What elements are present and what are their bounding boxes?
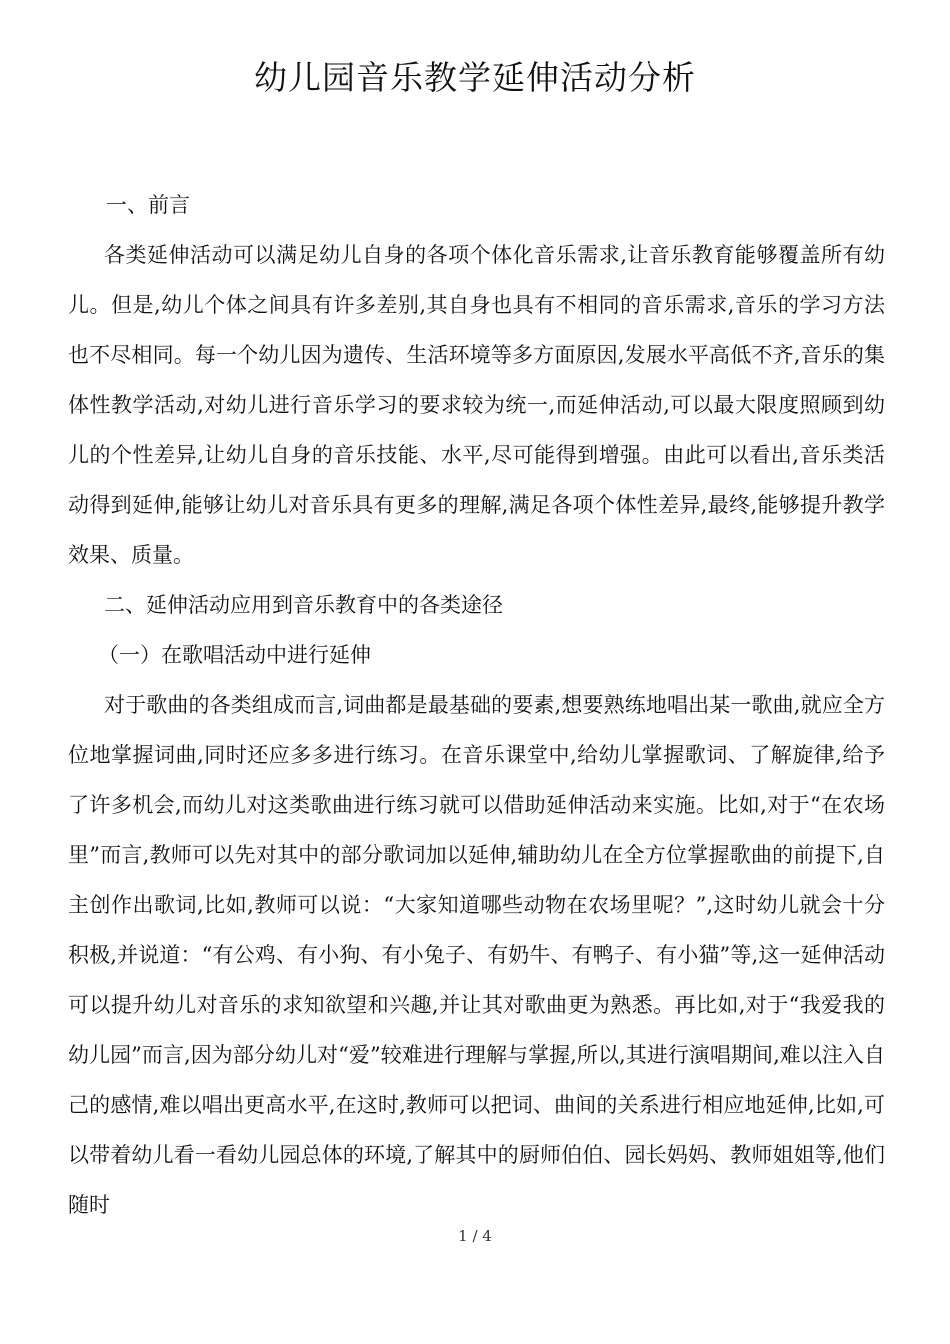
- document-body: [68, 180, 885, 1230]
- document-title: 幼儿园音乐教学延伸活动分析: [254, 58, 696, 97]
- section-heading-preface: 一、前言: [106, 193, 190, 217]
- page-number: 1 / 4: [458, 1227, 492, 1245]
- paragraph-preface: 各类延伸活动可以满足幼儿自身的各项个体化音乐需求,让音乐教育能够覆盖所有幼儿。但是,幼儿个体之间具有许多差别,其自身也具有不相同的音乐需求,音乐的学习方法也不尽相同。每一个幼儿因为遗传、生活环境等多方面原因,发展水平高低不齐,音乐的集体性教学活动,对幼儿进行音乐学习的要求较为统一,而延伸活动,可以最大限度照顾到幼儿的个性差异,让幼儿自身的音乐技能、水平,尽可能得到增强。由此可以看出,音乐类活动得到延伸,能够让幼儿对音乐具有更多的理解,满足各项个体性差异,最终,能够提升教学效果、质量。: [68, 243, 885, 567]
- section-heading-approaches: 二、延伸活动应用到音乐教育中的各类途径: [104, 593, 503, 617]
- subsection-heading-singing: （一）在歌唱活动中进行延伸: [98, 643, 371, 667]
- paragraph-singing: 对于歌曲的各类组成而言,词曲都是最基础的要素,想要熟练地唱出某一歌曲,就应全方位地掌握词曲,同时还应多多进行练习。在音乐课堂中,给幼儿掌握歌词、了解旋律,给予了许多机会,而幼儿对这类歌曲进行练习就可以借助延伸活动来实施。比如,对于“在农场里”而言,教师可以先对其中的部分歌词加以延伸,辅助幼儿在全方位掌握歌曲的前提下,自主创作出歌词,比如,教师可以说：“大家知道哪些动物在农场里呢？”,这时幼儿就会十分积极,并说道：“有公鸡、有小狗、有小兔子、有奶牛、有鸭子、有小猫”等,这一延伸活动可以提升幼儿对音乐的求知欲望和兴趣,并让其对歌曲更为熟悉。再比如,对于“我爱我的幼儿园”而言,因为部分幼儿对“爱”较难进行理解与掌握,所以,其进行演唱期间,难以注入自己的感情,难以唱出更高水平,在这时,教师可以把词、曲间的关系进行相应地延伸,比如,可以带着幼儿看一看幼儿园总体的环境,了解其中的厨师伯伯、园长妈妈、教师姐姐等,他们随时: [68, 693, 885, 1217]
